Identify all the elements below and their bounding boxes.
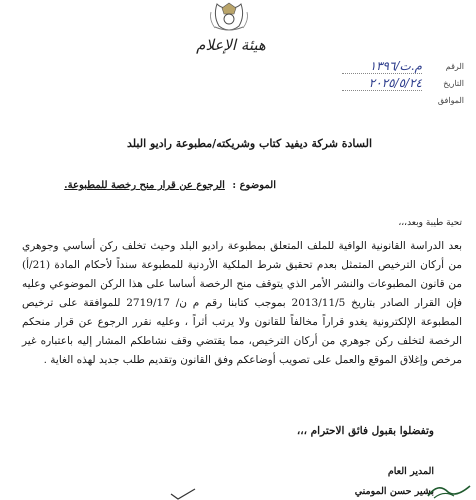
subject-label: الموضوع : <box>232 180 276 191</box>
date-value: ٢٠٢٥/٥/٢٤ <box>342 76 422 91</box>
corresponding-label: الموافق <box>437 96 464 105</box>
letter-meta <box>314 59 464 113</box>
letter-body: بعد الدراسة القانونية الوافية للملف المتعلق بمطبوعة راديو البلد وحيث تخلف ركن أساسي وجوهري من أركان الترخيص المتمثل بعدم تحقيق شرط الملكية الأردنية للمطبوعة سنداً لأحكام المادة (21/أ) من قانون المطبوعات والنشر الأمر الذي يتوقف منح الرخصة أساسا على هذا الركن الموضوعي وعليه فإن القرار الصادر بتاريخ 2013/11/5 بموجب كتابنا رقم م ن/ 2719/17 للموافقة على ترخيص المطبوعة الإلكترونية يغدو قراراً مخالفاً للقانون ولا يرتب أثراً ، وعليه نقرر الرجوع عن قرار منحكم الرخصة لتخلف ركن جوهري من أركان الترخيص، مما يقتضي وقف نشاطكم المشار إليه باعتباره غير مرخص وإغلاق الموقع والعمل على تصويب أوضاعكم وفق القانون وتقديم طلب جديد لهذه الغاية . <box>22 240 463 366</box>
signatory-name: بشير حسن المومني <box>354 486 434 497</box>
reference-row <box>314 59 464 76</box>
greeting: تحية طيبة وبعد،،، <box>398 218 462 228</box>
stamp-mark-icon <box>424 478 474 500</box>
corresponding-row <box>314 96 464 110</box>
signatory-title: المدير العام <box>387 466 434 477</box>
closing-line: وتفضلوا بقبول فائق الاحترام ،،، <box>296 425 434 437</box>
date-label: التاريخ <box>443 79 464 88</box>
addressee: السادة شركة ديفيد كتاب وشريكته/مطبوعة راديو البلد <box>126 137 372 150</box>
subject-text: الرجوع عن قرار منح رخصة للمطبوعة. <box>64 180 225 191</box>
coat-of-arms-icon <box>207 0 251 36</box>
organization-name: هيئة الإعلام <box>196 36 266 54</box>
signature-mark-icon <box>170 488 196 500</box>
reference-label: الرقم <box>445 62 464 71</box>
date-row <box>314 76 464 93</box>
reference-value: م.ت/١٣٩٦ <box>342 59 422 74</box>
subject-line <box>64 180 276 191</box>
